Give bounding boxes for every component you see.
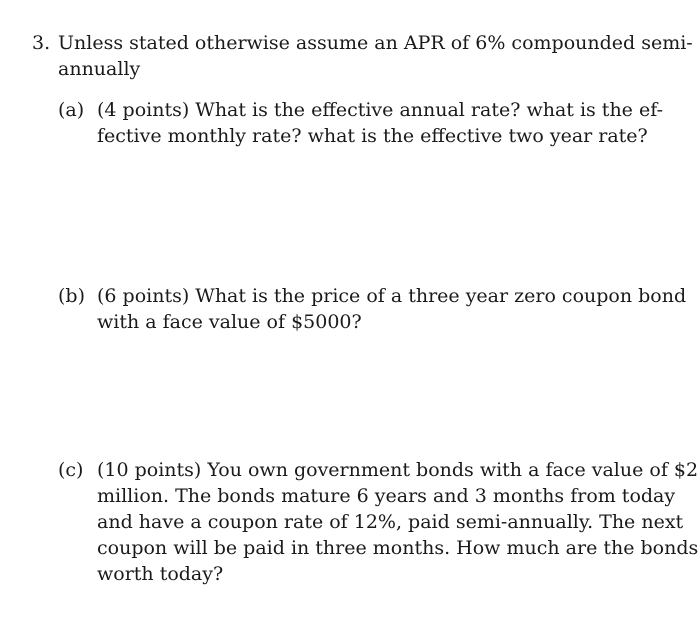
part-a-line-1: (4 points) What is the effective annual rate? what is the ef-: [97, 99, 663, 121]
question-text-line-1: Unless stated otherwise assume an APR of 6% compounded semi-: [58, 32, 693, 54]
part-c-line-2: million. The bonds mature 6 years and 3 months from today: [97, 485, 676, 507]
part-b-line-2: with a face value of $5000?: [97, 311, 362, 333]
part-a-line-2: fective monthly rate? what is the effective two year rate?: [97, 125, 648, 147]
question-text-line-2: annually: [58, 58, 141, 80]
question-number: 3.: [32, 32, 51, 54]
part-c-label: (c): [58, 459, 84, 481]
part-c-line-1: (10 points) You own government bonds with a face value of $2: [97, 459, 699, 481]
part-b-label: (b): [58, 285, 85, 307]
part-a-label: (a): [58, 99, 85, 121]
part-b-line-1: (6 points) What is the price of a three year zero coupon bond: [97, 285, 687, 307]
part-c-line-5: worth today?: [97, 563, 224, 585]
part-c-line-4: coupon will be paid in three months. How much are the bonds: [97, 537, 699, 559]
part-c-line-3: and have a coupon rate of 12%, paid semi-annually. The next: [97, 511, 684, 533]
